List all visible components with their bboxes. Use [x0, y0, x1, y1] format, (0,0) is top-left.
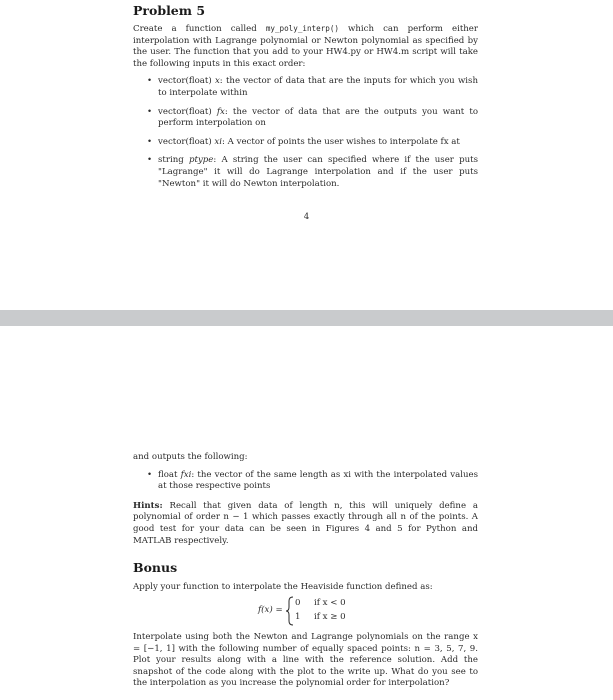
outputs-intro: and outputs the following: — [133, 452, 248, 462]
output-desc: the vector of the same length as xi with the interpolated values at those respective points — [158, 469, 478, 492]
input-var: xi — [214, 136, 223, 147]
input-type: vector(float) — [158, 136, 212, 147]
continuation-section — [133, 452, 478, 594]
case1-condition: if x < 0 — [314, 598, 346, 608]
input-desc: the vector of data that are the outputs you want to perform interpolation on — [158, 106, 478, 129]
output-var: fxi — [180, 469, 192, 480]
problem-intro — [133, 23, 478, 70]
input-type: string — [158, 155, 184, 166]
inputs-list — [133, 76, 478, 190]
list-item: • float fxi: the vector of the same length as xi with the interpolated values at those respective points — [147, 469, 478, 492]
page-separator — [0, 310, 613, 326]
output-type: float — [158, 469, 178, 480]
heaviside-equation — [258, 596, 398, 626]
input-desc: A string the user can specified where if the user puts "Lagrange" it will do Lagrange interpolation and if the user puts "Newton" it will do Newton interpolation. — [158, 155, 478, 189]
document-page-bottom — [0, 326, 613, 700]
bonus-body: Interpolate using both the Newton and Lagrange polynomials on the range x = [−1, 1] with the following number of equally spaced points: n = 3, 5, 7, 9. Plot your results along with a line with the reference solution. Add the snapshot of the code along with the plot to the write up. What do you see to the interpolation as you increase the polynomial order for interpolation? — [133, 632, 478, 689]
list-item: • vector(float) fx: the vector of data that are the outputs you want to perform interpolation on — [147, 106, 478, 129]
input-desc: A vector of points the user wishes to interpolate fx at — [227, 136, 460, 147]
bonus-intro: Apply your function to interpolate the Heaviside function defined as: — [133, 582, 433, 593]
input-type: vector(float) — [158, 76, 212, 87]
bullet-icon: • — [147, 76, 153, 87]
bullet-icon: • — [147, 469, 153, 480]
intro-after-code: which can perform either interpolation with Lagrange polynomial or Newton polynomial as specified by the user. The function that you add to your HW4.py or HW4.m script will take the following inputs in this exact order: — [133, 24, 478, 69]
bonus-title: Bonus — [133, 560, 178, 576]
page-number: 4 — [303, 212, 310, 222]
case2-condition: if x ≥ 0 — [314, 612, 346, 622]
hints-paragraph — [133, 501, 478, 547]
document-page-top — [0, 0, 613, 310]
function-name-code: my_poly_interp() — [265, 24, 339, 33]
input-type: vector(float) — [158, 106, 212, 117]
case1-value: 0 — [295, 598, 301, 608]
case2-value: 1 — [295, 612, 301, 622]
problem-title: Problem 5 — [133, 3, 206, 18]
list-item: • vector(float) xi: A vector of points the user wishes to interpolate fx at — [147, 136, 460, 147]
list-item: • vector(float) x: the vector of data that are the inputs for which you wish to interpolate within — [147, 76, 478, 98]
left-brace-icon — [285, 596, 295, 626]
hints-label: Hints: — [133, 500, 163, 511]
equation-lhs: f(x) = — [258, 605, 283, 615]
input-var: ptype — [188, 155, 214, 166]
input-var: fx — [216, 106, 225, 117]
bullet-icon: • — [147, 136, 153, 147]
hints-text: Recall that given data of length n, this will uniquely define a polynomial of order n − 1 which passes exactly through all n of the points. A good test for your data can be seen in Figures 4 and 5 for Python and MATLAB respectively. — [133, 500, 478, 546]
list-item: • string ptype: A string the user can specified where if the user puts "Lagrange" it will do Lagrange interpolation and if the user puts "Newton" it will do Newton interpolation. — [147, 155, 478, 189]
bullet-icon: • — [147, 155, 153, 166]
problem-section — [133, 4, 478, 190]
input-var: x — [214, 76, 220, 87]
input-desc: the vector of data that are the inputs for which you wish to interpolate within — [158, 76, 478, 98]
intro-before-code: Create a function called — [133, 24, 257, 34]
bonus-body-section — [133, 632, 478, 690]
bullet-icon: • — [147, 106, 153, 117]
outputs-list — [133, 470, 478, 493]
